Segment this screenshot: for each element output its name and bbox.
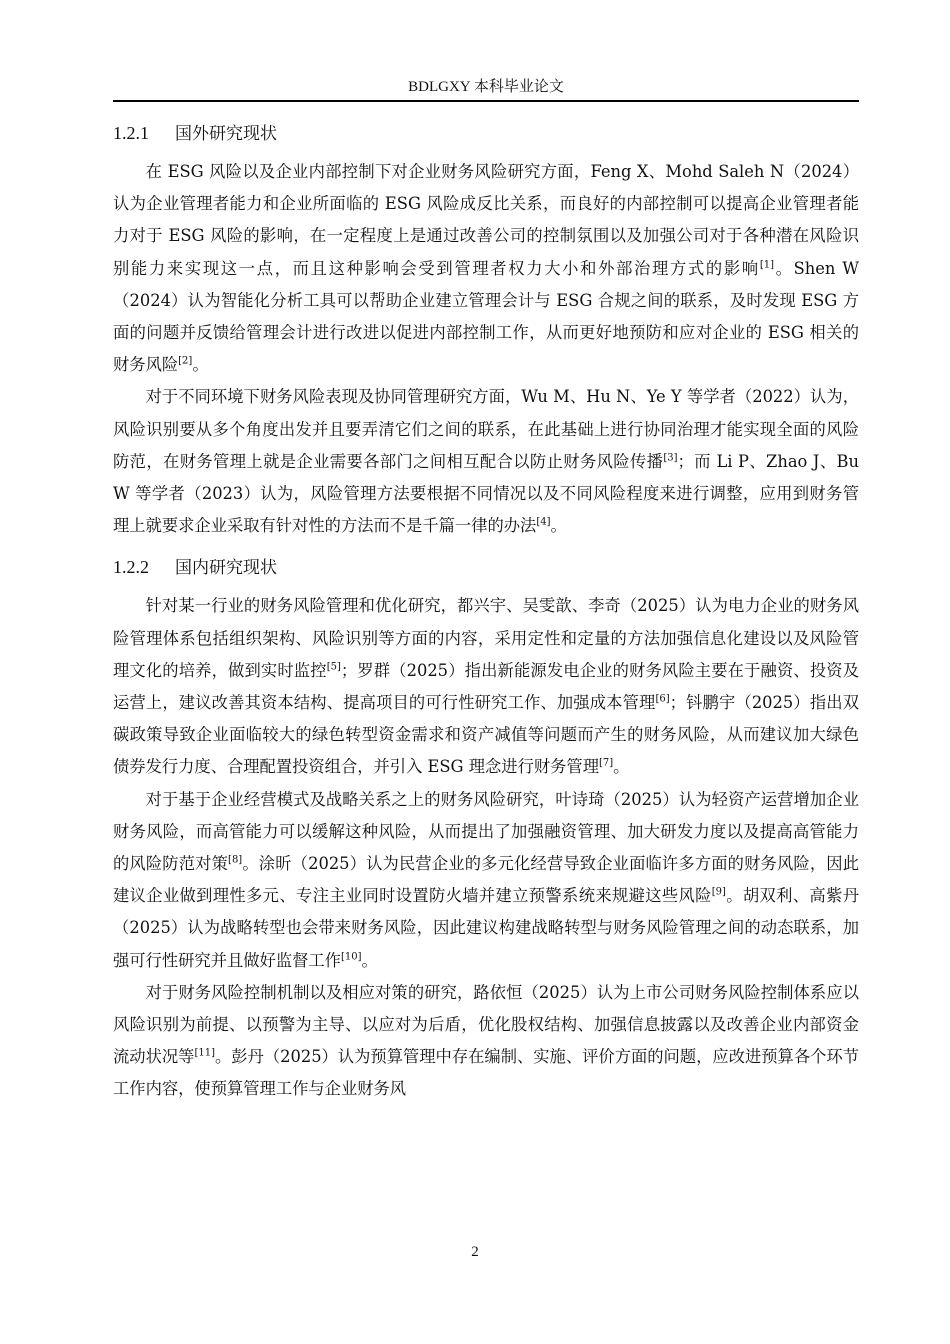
paragraph-text: 对于不同环境下财务风险表现及协同管理研究方面，Wu M、Hu N、Ye Y 等学者（2022）认为，风险识别要从多个角度出发并且要弄清它们之间的联系，在此基础上进行协同治理才能实现全面的风险防范，在财务管理上就是企业需要各部门之间相互配合以防止财务风险传播	[113, 387, 859, 471]
citation-marker: [4]	[536, 516, 551, 528]
citation-marker: [8]	[228, 854, 243, 866]
paragraph-text: 对于财务风险控制机制以及相应对策的研究，路依恒（2025）认为上市公司财务风险控制体系应以风险识别为前提、以预警为主导、以应对为后盾，优化股权结构、加强信息披露以及改善企业内部资金流动状况等	[113, 982, 859, 1067]
paragraph	[113, 156, 859, 381]
citation-marker: [6]	[655, 693, 670, 705]
citation-marker: [9]	[711, 886, 726, 898]
section-title: 国外研究现状	[175, 124, 277, 144]
paragraph-text: 。	[192, 355, 209, 375]
paragraph-text: 。胡双利、高紫丹（2025）认为战略转型也会带来财务风险，因此建议构建战略转型与财务风险管理之间的动态联系，加强可行性研究并且做好监督工作	[113, 886, 859, 970]
paragraph-text: 在 ESG 风险以及企业内部控制下对企业财务风险研究方面，Feng X、Mohd Saleh N（2024）认为企业管理者能力和企业所面临的 ESG 风险成反比关系，而良好的内部控制可以提高企业管理者能力对于 ESG 风险的影响，在一定程度上是通过改善公司的控制氛围以及加强公司对于各种潜在风险识别能力来实现这一点，而且这种影响会受到管理者权力大小和外部治理方式的影响	[113, 162, 859, 278]
paragraph	[113, 381, 859, 542]
paragraph-text: 。涂昕（2025）认为民营企业的多元化经营导致企业面临许多方面的财务风险，因此建议企业做到理性多元、专注主业同时设置防火墙并建立预警系统来规避这些风险	[113, 854, 859, 906]
paragraph-text: ；而 Li P、Zhao J、Bu W 等学者（2023）认为，风险管理方法要根据不同情况以及不同风险程度来进行调整，应用到财务管理上就要求企业采取有针对性的方法而不是千篇一律的办法	[113, 451, 859, 536]
citation-marker: [2]	[178, 355, 193, 367]
paragraph	[113, 784, 859, 977]
citation-marker: [5]	[326, 661, 341, 673]
section-number: 1.2.2	[113, 557, 149, 578]
running-header: BDLGXY 本科毕业论文	[113, 76, 859, 102]
paragraph-text: 针对某一行业的财务风险管理和优化研究，都兴宇、吴雯歆、李奇（2025）认为电力企业的财务风险管理体系包括组织架构、风险识别等方面的内容，采用定性和定量的方法加强信息化建设以及风险管理文化的培养，做到实时监控	[113, 596, 859, 680]
paragraph	[113, 977, 859, 1106]
paragraph-text: 。彭丹（2025）认为预算管理中存在编制、实施、评价方面的问题，应改进预算各个环节工作内容，使预算管理工作与企业财务风	[113, 1047, 859, 1099]
paragraph-text: ；钭鹏宇（2025）指出双碳政策导致企业面临较大的绿色转型资金需求和资产减值等问题而产生的财务风险，从而建议加大绿色债券发行力度、合理配置投资组合，并引入 ESG 理念进行财务管理	[113, 693, 859, 777]
page-number: 2	[471, 1244, 479, 1260]
paragraph-text: ；罗群（2025）指出新能源发电企业的财务风险主要在于融资、投资及运营上，建议改善其资本结构、提高项目的可行性研究工作、加强成本管理	[113, 660, 859, 713]
citation-marker: [7]	[599, 758, 614, 770]
section-title: 国内研究现状	[175, 558, 277, 579]
paragraph-text: 。	[550, 516, 567, 536]
paragraph-text: 。	[613, 757, 630, 777]
citation-marker: [11]	[194, 1047, 215, 1059]
citation-marker: [10]	[340, 951, 362, 963]
citation-marker: [1]	[759, 259, 774, 271]
paragraph-text: 。Shen W（2024）认为智能化分析工具可以帮助企业建立管理会计与 ESG 合规之间的联系，及时发现 ESG 方面的问题并反馈给管理会计进行改进以促进内部控制工作，从而更好地预防和应对企业的 ESG 相关的财务风险	[113, 258, 859, 375]
paragraph-text: 。	[361, 950, 378, 970]
citation-marker: [3]	[663, 452, 678, 464]
section-heading	[113, 554, 859, 581]
section-number: 1.2.1	[113, 123, 149, 143]
section-heading	[113, 120, 859, 147]
document-body	[113, 120, 859, 1106]
paragraph-text: 对于基于企业经营模式及战略关系之上的财务风险研究，叶诗琦（2025）认为轻资产运营增加企业财务风险，而高管能力可以缓解这种风险，从而提出了加强融资管理、加大研发力度以及提高高管能力的风险防范对策	[113, 789, 859, 874]
paragraph	[113, 590, 859, 783]
